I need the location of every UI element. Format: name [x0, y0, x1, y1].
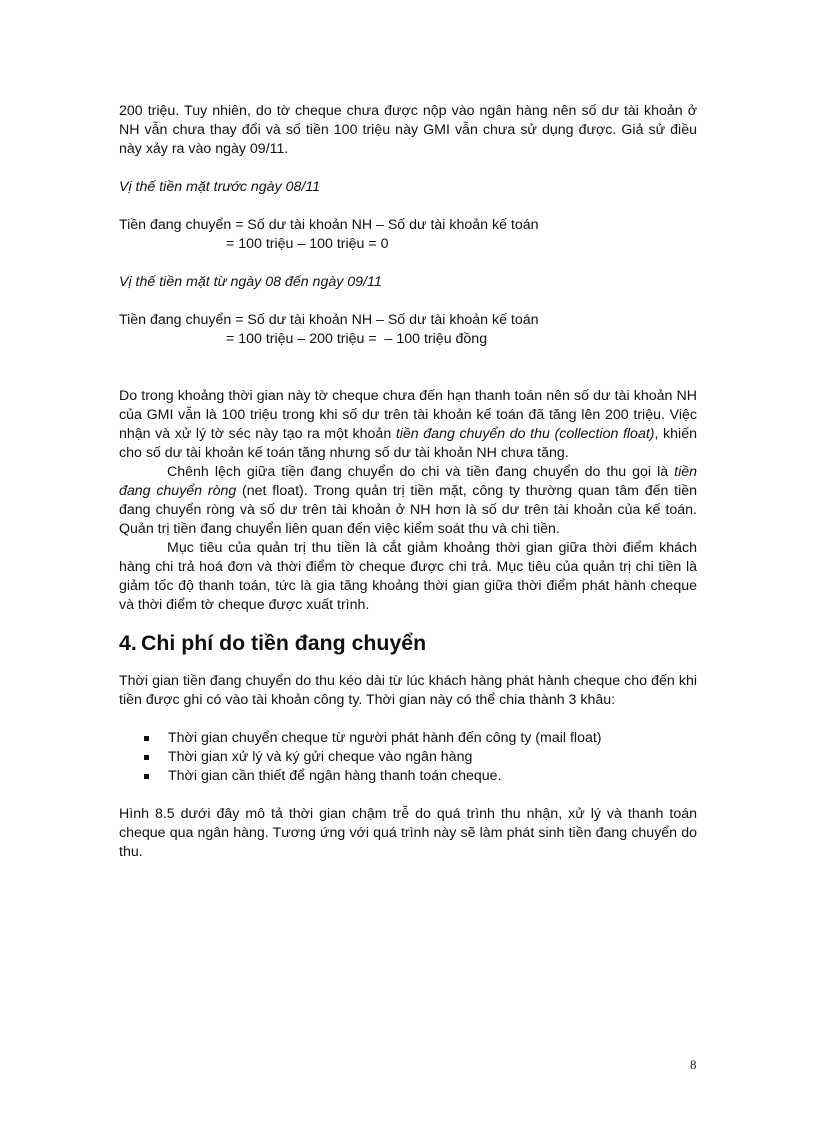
- list-item: [119, 767, 697, 786]
- list-item: [119, 748, 697, 767]
- section-title-0811-0911: Vị thế tiền mặt từ ngày 08 đến ngày 09/11: [119, 274, 382, 290]
- list-item: [119, 729, 697, 748]
- document-body: [119, 102, 697, 862]
- spacer: [119, 254, 697, 273]
- list-item-text: Thời gian chuyển cheque từ người phát hành đến công ty (mail float): [168, 730, 602, 746]
- spacer: [119, 710, 697, 729]
- spacer: [119, 292, 697, 311]
- section-number: 4.: [119, 631, 137, 655]
- equation-line-1a: Tiền đang chuyển = Số dư tài khoản NH – Số dư tài khoản kế toán: [119, 217, 539, 233]
- square-bullet-icon: [144, 774, 149, 779]
- square-bullet-icon: [144, 755, 149, 760]
- paragraph-text: , khiến cho số dư tài khoản kế toán tăng nhưng số dư tài khoản NH chưa tăng.: [119, 426, 697, 461]
- section-heading: [119, 631, 697, 655]
- equation-line-2a: = 100 triệu – 100 triệu = 0: [226, 236, 389, 252]
- list-item-text: Thời gian cần thiết để ngân hàng thanh toán cheque.: [168, 768, 502, 784]
- term-net-float: tiền đang chuyển ròng: [119, 464, 697, 499]
- equation-line-1b: Tiền đang chuyển = Số dư tài khoản NH – Số dư tài khoản kế toán: [119, 312, 539, 328]
- spacer: [119, 197, 697, 216]
- section-title-before-0811: Vị thế tiền mặt trước ngày 08/11: [119, 179, 321, 195]
- section-heading-text: Chi phí do tiền đang chuyển: [141, 631, 427, 655]
- paragraph-text: Chênh lệch giữa tiền đang chuyển do chi và tiền đang chuyển do thu gọi là: [167, 464, 675, 480]
- paragraph-figure-reference: Hình 8.5 dưới đây mô tả thời gian chậm trễ do quá trình thu nhận, xử lý và thanh toán cheque qua ngân hàng. Tương ứng với quá trình này sẽ làm phát sinh tiền đang chuyển do thu.: [119, 806, 697, 860]
- square-bullet-icon: [144, 736, 149, 741]
- page-number: 8: [690, 1057, 697, 1072]
- paragraph-text: (net float). Trong quản trị tiền mặt, công ty thường quan tâm đến tiền đang chuyển ròng và số dư trên tài khoản ở NH hơn là số dư trên tài khoản của kế toán. Quản trị tiền đang chuyển liên quan đến việc kiểm soát thu và chi tiền.: [119, 483, 698, 537]
- equation-line-2b: = 100 triệu – 200 triệu = – 100 triệu đồng: [226, 331, 488, 347]
- paragraph-intro: 200 triệu. Tuy nhiên, do tờ cheque chưa được nộp vào ngân hàng nên số dư tài khoản ở NH vẫn chưa thay đổi và số tiền 100 triệu này GMI vẫn chưa sử dụng được. Giả sử điều này xảy ra vào ngày 09/11.: [119, 103, 697, 157]
- spacer: [119, 349, 697, 387]
- bullet-list: [119, 729, 697, 786]
- paragraph-net-float: [119, 463, 697, 539]
- term-collection-float: tiền đang chuyển do thu (collection float): [395, 426, 655, 442]
- spacer: [119, 159, 697, 178]
- paragraph-float-duration: Thời gian tiền đang chuyển do thu kéo dài từ lúc khách hàng phát hành cheque cho đến khi tiền được ghi có vào tài khoản công ty. Thời gian này có thể chia thành 3 khâu:: [119, 673, 697, 708]
- paragraph-objectives: Mục tiêu của quản trị thu tiền là cắt giảm khoảng thời gian giữa thời điểm khách hàng chi trả hoá đơn và thời điểm tờ cheque được chi trả. Mục tiêu của quản trị chi tiền là giảm tốc độ thanh toán, tức là gia tăng khoảng thời gian giữa thời điểm phát hành cheque và thời điểm tờ cheque được xuất trình.: [119, 540, 697, 613]
- spacer: [119, 653, 697, 672]
- list-item-text: Thời gian xử lý và ký gửi cheque vào ngân hàng: [168, 749, 473, 765]
- paragraph-text: Do trong khoảng thời gian này tờ cheque chưa đến hạn thanh toán nên số dư tài khoản NH của GMI vẫn là 100 triệu trong khi số dư trên tài khoản kế toán đã tăng lên 200 triệu. Việc nhận và xử lý tờ séc này tạo ra một khoản: [119, 388, 697, 442]
- paragraph-collection-float: [119, 387, 697, 463]
- spacer: [119, 786, 697, 805]
